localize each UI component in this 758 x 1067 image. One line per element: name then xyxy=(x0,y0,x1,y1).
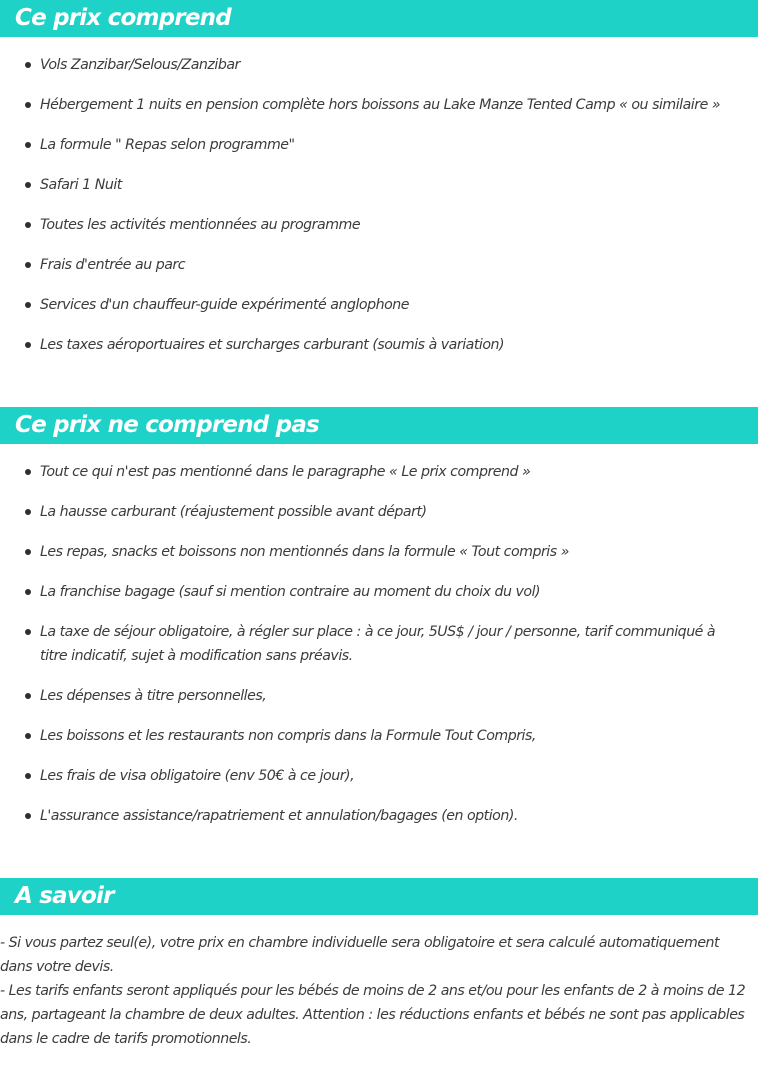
bullet-icon xyxy=(25,589,31,595)
list-item xyxy=(0,253,758,277)
list-item-text: Services d'un chauffeur-guide expérimenté anglophone xyxy=(40,297,409,313)
list-item xyxy=(0,133,758,157)
list-item xyxy=(0,580,758,604)
section-header-included: Ce prix comprend xyxy=(0,0,758,37)
bullet-icon xyxy=(25,262,31,268)
included-list xyxy=(0,53,758,373)
list-item xyxy=(0,93,758,117)
bullet-icon xyxy=(25,102,31,108)
bullet-icon xyxy=(25,222,31,228)
list-item xyxy=(0,764,758,788)
list-item-text: Hébergement 1 nuits en pension complète hors boissons au Lake Manze Tented Camp « ou similaire » xyxy=(40,97,721,113)
bullet-icon xyxy=(25,62,31,68)
list-item-text: La franchise bagage (sauf si mention contraire au moment du choix du vol) xyxy=(40,584,541,600)
bullet-icon xyxy=(25,302,31,308)
list-item-text: Les frais de visa obligatoire (env 50€ à ce jour), xyxy=(40,768,355,784)
section-header-a-savoir: A savoir xyxy=(0,878,758,915)
list-item-text: Safari 1 Nuit xyxy=(40,177,122,193)
list-item xyxy=(0,53,758,77)
a-savoir-notes xyxy=(0,931,752,1051)
bullet-icon xyxy=(25,549,31,555)
list-item xyxy=(0,540,758,564)
bullet-icon xyxy=(25,182,31,188)
list-item-text: Vols Zanzibar/Selous/Zanzibar xyxy=(40,57,240,73)
list-item-text: La hausse carburant (réajustement possible avant départ) xyxy=(40,504,427,520)
bullet-icon xyxy=(25,142,31,148)
bullet-icon xyxy=(25,813,31,819)
list-item xyxy=(0,804,758,828)
list-item xyxy=(0,620,758,668)
bullet-icon xyxy=(25,693,31,699)
list-item-text: La formule " Repas selon programme" xyxy=(40,137,295,153)
list-item xyxy=(0,173,758,197)
bullet-icon xyxy=(25,773,31,779)
note-paragraph: - Si vous partez seul(e), votre prix en chambre individuelle sera obligatoire et sera calculé automatiquement dans votre devis. xyxy=(0,935,720,975)
list-item-text: Tout ce qui n'est pas mentionné dans le paragraphe « Le prix comprend » xyxy=(40,464,531,480)
list-item xyxy=(0,500,758,524)
not-included-list xyxy=(0,460,758,844)
bullet-icon xyxy=(25,509,31,515)
list-item-text: Frais d'entrée au parc xyxy=(40,257,186,273)
list-item-text: Les boissons et les restaurants non compris dans la Formule Tout Compris, xyxy=(40,728,536,744)
list-item-text: Toutes les activités mentionnées au programme xyxy=(40,217,361,233)
list-item-text: Les repas, snacks et boissons non mentionnés dans la formule « Tout compris » xyxy=(40,544,569,560)
note-paragraph: - Les tarifs enfants seront appliqués pour les bébés de moins de 2 ans et/ou pour les enfants de 2 à moins de 12 ans, partageant la chambre de deux adultes. Attention : les réductions enfants et bébés ne sont pas applicables dans le cadre de tarifs promotionnels. xyxy=(0,983,746,1047)
list-item xyxy=(0,293,758,317)
list-item-text: L'assurance assistance/rapatriement et annulation/bagages (en option). xyxy=(40,808,518,824)
bullet-icon xyxy=(25,629,31,635)
bullet-icon xyxy=(25,733,31,739)
list-item-text: La taxe de séjour obligatoire, à régler sur place : à ce jour, 5US$ / jour / personne, tarif communiqué à titre indicatif, sujet à modification sans préavis. xyxy=(40,624,716,664)
list-item xyxy=(0,213,758,237)
bullet-icon xyxy=(25,469,31,475)
list-item xyxy=(0,333,758,357)
bullet-icon xyxy=(25,342,31,348)
list-item xyxy=(0,724,758,748)
section-header-not-included: Ce prix ne comprend pas xyxy=(0,407,758,444)
list-item-text: Les taxes aéroportuaires et surcharges carburant (soumis à variation) xyxy=(40,337,505,353)
list-item xyxy=(0,684,758,708)
list-item xyxy=(0,460,758,484)
list-item-text: Les dépenses à titre personnelles, xyxy=(40,688,267,704)
